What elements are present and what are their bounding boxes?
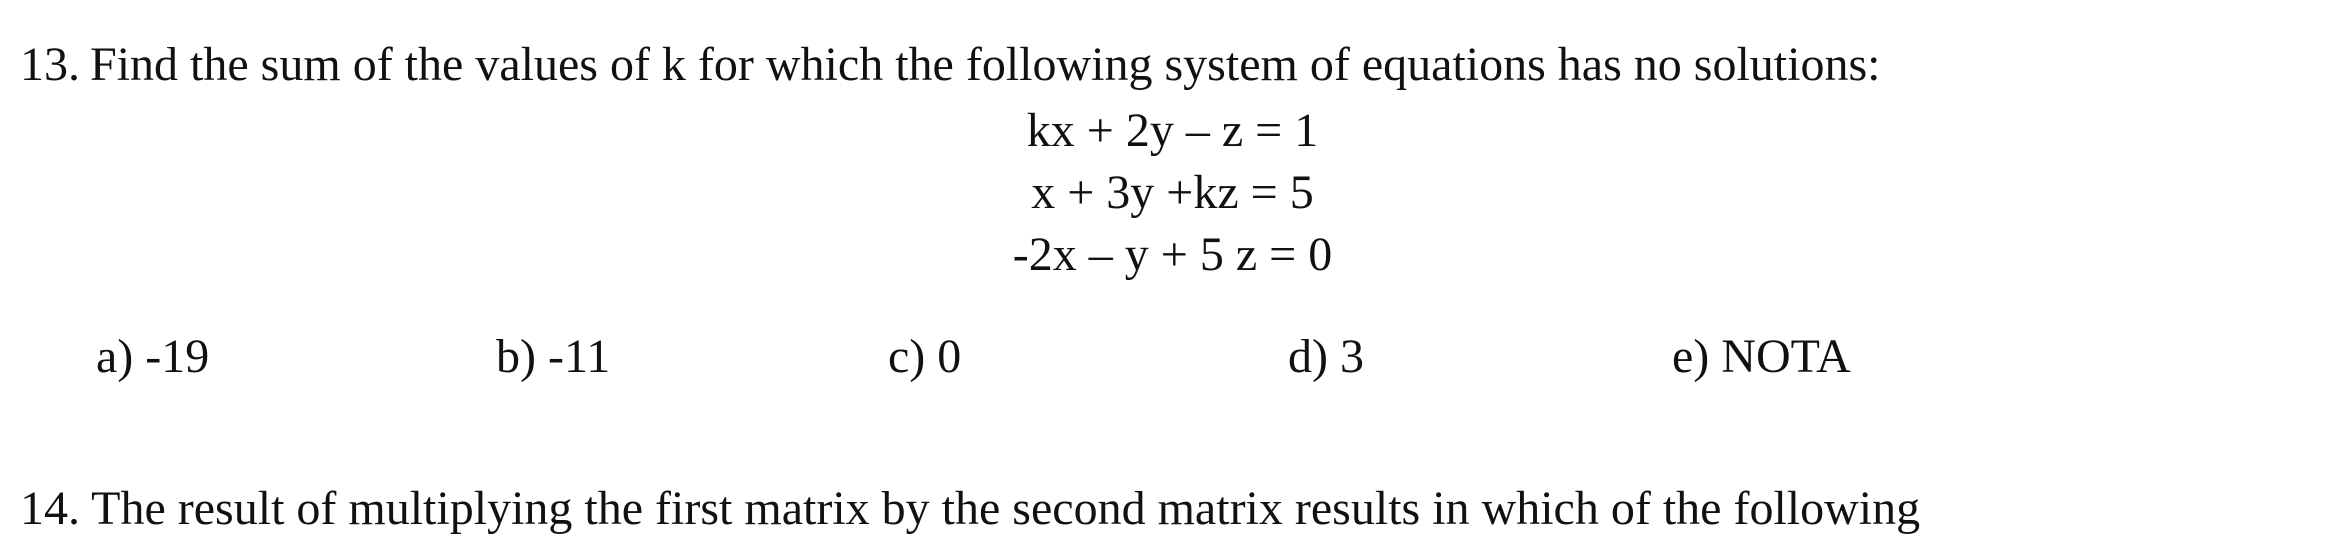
- choice-letter: a): [96, 330, 134, 383]
- choice-letter: e): [1672, 330, 1710, 383]
- choice-c[interactable]: [888, 326, 961, 388]
- answer-choices: [0, 326, 2345, 388]
- question-number: 13.: [20, 38, 80, 91]
- cutoff-text: 14. The result of multiplying the first matrix by the second matrix results in which of the following: [20, 482, 1921, 535]
- choice-letter: d): [1288, 330, 1328, 383]
- equation-system: [0, 100, 2345, 286]
- choice-letter: c): [888, 330, 926, 383]
- equation-1: kx + 2y – z = 1: [1026, 104, 1319, 157]
- choice-e[interactable]: [1672, 326, 1851, 388]
- choice-value: NOTA: [1721, 330, 1851, 383]
- equation-3: -2x – y + 5 z = 0: [1012, 228, 1333, 281]
- choice-d[interactable]: [1288, 326, 1364, 388]
- next-question-cutoff: [0, 476, 2345, 535]
- question-13: [20, 34, 1880, 96]
- choice-value: 3: [1339, 330, 1364, 383]
- choice-letter: b): [496, 330, 536, 383]
- choice-value: -11: [547, 330, 611, 383]
- choice-a[interactable]: [96, 326, 209, 388]
- choice-b[interactable]: [496, 326, 610, 388]
- question-text: Find the sum of the values of k for which the following system of equations has no solutions:: [90, 38, 1881, 91]
- choice-value: -19: [145, 330, 210, 383]
- choice-value: 0: [937, 330, 962, 383]
- equation-2: x + 3y +kz = 5: [1031, 166, 1314, 219]
